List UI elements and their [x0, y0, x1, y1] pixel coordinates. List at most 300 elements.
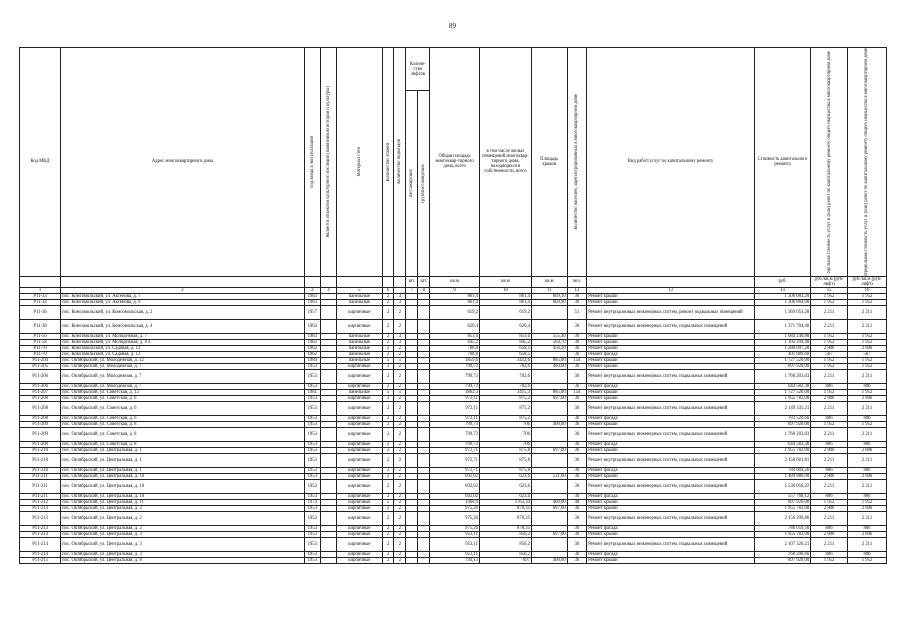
cell-max-cost: 2 211 — [847, 427, 886, 441]
cell-code: Р11-56 — [20, 333, 61, 339]
cell-roof-area: 531,00 — [531, 473, 567, 479]
cell-work-type: Ремонт крыши — [587, 421, 755, 427]
cell-residents: 36 — [567, 525, 586, 531]
cell-entrances: 2 — [394, 551, 406, 557]
cell-residents: 36 — [567, 369, 586, 383]
cell-unit-cost: 1 952 — [811, 557, 848, 563]
cell-walls: кирпичные — [337, 383, 382, 389]
cell-address: пос. Октябрьский, ул. Центральная, д. 3 — [61, 551, 305, 557]
cell-address: пос. Октябрьский, ул. Советская, д. 12 — [61, 389, 305, 395]
cell-residents: 36 — [567, 427, 586, 441]
cell-total-area: 972,71 — [430, 467, 480, 473]
cell-work-type: Ремонт крыши — [587, 473, 755, 479]
cell-max-cost: 1 952 — [847, 421, 886, 427]
cell-unit-cost: 2 806 — [811, 473, 848, 479]
table-row — [20, 511, 887, 525]
cell-floors: 2 — [382, 447, 394, 453]
cell-lift-pass — [406, 401, 418, 415]
cell-code: Р11-210 — [20, 467, 61, 473]
cell-total-area: 1960,9 — [430, 499, 480, 505]
cell-code: Р11-36 — [20, 305, 61, 319]
cell-total-area: 799,73 — [430, 421, 480, 427]
cell-work-type: Ремонт фасада — [587, 383, 755, 389]
cell-total-area: 3859,6 — [430, 357, 480, 363]
cell-entrances: 3 — [394, 293, 406, 299]
cell-walls: кирпичные — [337, 531, 382, 537]
cell-cost: 2 156 299,86 — [754, 511, 810, 525]
cell-address: пос. Октябрьский, ул. Центральная, д. 11 — [61, 499, 305, 505]
cell-cost: 644 582,38 — [754, 441, 810, 447]
cell-address: пос. Октябрьский, ул. Молодежная, д. 7 — [61, 369, 305, 383]
cell-walls: панельные — [337, 357, 382, 363]
cell-unit-cost: 806 — [811, 467, 848, 473]
header-year: Год ввода в эксплуатацию — [309, 135, 315, 188]
cell-floors: 2 — [382, 293, 394, 299]
cell-residents: 36 — [567, 293, 586, 299]
cell-entrances: 2 — [394, 427, 406, 441]
cell-cost: 1 489 986,00 — [754, 473, 810, 479]
cell-total-area: 972,11 — [430, 395, 480, 401]
unit-residents: чел. — [567, 276, 586, 287]
unit-unit-cost: руб./кв.м (руб/лифт) — [811, 276, 848, 287]
cell-address: пос. Октябрьский, ул. Центральная, д. 2 — [61, 525, 305, 531]
column-number: 10 — [479, 287, 531, 293]
cell-address: пос. Октябрьский, ул. Центральная, д. 10 — [61, 473, 305, 479]
cell-code: Р11-209 — [20, 441, 61, 447]
column-number: 15 — [811, 287, 848, 293]
cell-work-type: Ремонт фасада — [587, 351, 755, 357]
cell-cost: 784 004,26 — [754, 467, 810, 473]
cell-owned-area: 875,2 — [479, 401, 531, 415]
cell-lift-cargo — [418, 305, 430, 319]
cell-cost: 1 768 203,03 — [754, 369, 810, 383]
cell-heritage — [320, 537, 336, 551]
cell-owned-area: 706 — [479, 441, 531, 447]
unit-owned-area: кв.м — [479, 276, 531, 287]
cell-year: 1953 — [304, 401, 320, 415]
cell-residents: 36 — [567, 383, 586, 389]
cell-work-type: Ремонт крыши — [587, 293, 755, 299]
cell-roof-area — [531, 537, 567, 551]
cell-walls: кирпичные — [337, 441, 382, 447]
cell-floors: 2 — [382, 453, 394, 467]
unit-total-area: кв.м — [430, 276, 480, 287]
cell-max-cost: 1 952 — [847, 299, 886, 305]
cell-walls: кирпичные — [337, 551, 382, 557]
cell-code: Р11-213 — [20, 525, 61, 531]
cell-code: Р11-38 — [20, 319, 61, 333]
cell-residents: 36 — [567, 557, 586, 563]
cell-roof-area: 456,20 — [531, 345, 567, 351]
cell-roof-area: 885,00 — [531, 389, 567, 395]
cell-residents: 36 — [567, 421, 586, 427]
cell-unit-cost: 1 952 — [811, 363, 848, 369]
cell-code: Р11-208 — [20, 395, 61, 401]
cell-entrances: 2 — [394, 401, 406, 415]
cell-unit-cost: 806 — [811, 415, 848, 421]
cell-walls: кирпичные — [337, 421, 382, 427]
cell-total-area: 799,73 — [430, 427, 480, 441]
cell-residents: 51 — [567, 305, 586, 319]
cell-total-area: 853,6 — [430, 333, 480, 339]
cell-code: Р11-209 — [20, 427, 61, 441]
cell-code: Р11-207 — [20, 389, 61, 395]
cell-owned-area: 1763,34 — [479, 499, 531, 505]
cell-roof-area: 669,10 — [531, 293, 567, 299]
cell-residents: 36 — [567, 551, 586, 557]
repair-table — [19, 47, 887, 564]
cell-year: 1981 — [304, 389, 320, 395]
cell-work-type: Ремонт крыши — [587, 299, 755, 305]
cell-lift-cargo — [418, 319, 430, 333]
cell-unit-cost: 2 806 — [811, 447, 848, 453]
cell-roof-area — [531, 319, 567, 333]
cell-walls: кирпичные — [337, 499, 382, 505]
cell-year: 1953 — [304, 369, 320, 383]
cell-year: 1953 — [304, 427, 320, 441]
cell-floors: 2 — [382, 441, 394, 447]
column-number: 12 — [567, 287, 586, 293]
cell-year: 1953 — [304, 363, 320, 369]
table-row — [20, 557, 887, 563]
cell-year: 1953 — [304, 421, 320, 427]
cell-year: 1982 — [304, 339, 320, 345]
column-number: 2 — [61, 287, 305, 293]
cell-year: 1953 — [304, 511, 320, 525]
cell-roof-area: 669,90 — [531, 299, 567, 305]
cell-roof-area — [531, 427, 567, 441]
cell-entrances: 2 — [394, 473, 406, 479]
cell-address: пос. Октябрьский, ул. Молодежная, д. 12 — [61, 357, 305, 363]
cell-year: 1953 — [304, 415, 320, 421]
cell-walls: панельные — [337, 345, 382, 351]
cell-unit-cost: 806 — [811, 525, 848, 531]
cell-total-area: 692,02 — [430, 479, 480, 493]
cell-walls: панельные — [337, 351, 382, 357]
header-address: Адрес многоквартирного дома — [61, 48, 305, 277]
cell-address: пос. Комсомольский, ул. Садовая, д. 12 — [61, 345, 305, 351]
cell-cost: 1 955 782,00 — [754, 447, 810, 453]
cell-year: 1953 — [304, 453, 320, 467]
cell-unit-cost: 2 806 — [811, 395, 848, 401]
cell-walls: панельные — [337, 339, 382, 345]
cell-code: Р11-206 — [20, 383, 61, 389]
cell-owned-area: 3415,3 — [479, 389, 531, 395]
unit-roof-area: кв.м — [531, 276, 567, 287]
cell-code: Р11-210 — [20, 447, 61, 453]
cell-code: Р11-215 — [20, 557, 61, 563]
cell-year: 1953 — [304, 473, 320, 479]
cell-code: Р11-212 — [20, 499, 61, 505]
cell-work-type: Ремонт внутридомовых инженерных систем, подвальных помещений — [587, 319, 755, 333]
cell-entrances: 2 — [394, 345, 406, 351]
cell-work-type: Ремонт крыши — [587, 357, 755, 363]
cell-walls: кирпичные — [337, 319, 382, 333]
cell-roof-area: 885,00 — [531, 357, 567, 363]
cell-year: 1962 — [304, 345, 320, 351]
header-work-type: Вид работ/услуг по капитальному ремонту — [587, 48, 755, 277]
table-row — [20, 305, 887, 319]
cell-floors: 2 — [382, 305, 394, 319]
header-code: Код МКД — [20, 48, 61, 277]
cell-unit-cost: 806 — [811, 493, 848, 499]
cell-roof-area: 460,00 — [531, 363, 567, 369]
cell-work-type: Ремонт фасада — [587, 551, 755, 557]
cell-work-type: Ремонт внутридомовых инженерных систем, подвальных помещений — [587, 369, 755, 383]
table-body — [20, 293, 887, 563]
cell-heritage — [320, 305, 336, 319]
cell-address: пос. Октябрьский, ул. Центральная, д. 1 — [61, 447, 305, 453]
cell-owned-area: 702,6 — [479, 383, 531, 389]
cell-max-cost: 2 211 — [847, 305, 886, 319]
cell-total-area: 708,8 — [430, 345, 480, 351]
cell-walls: панельные — [337, 299, 382, 305]
cell-unit-cost: 2 806 — [811, 505, 848, 511]
cell-max-cost: 2 211 — [847, 319, 886, 333]
cell-year: 1953 — [304, 537, 320, 551]
cell-owned-area: 875,2 — [479, 395, 531, 401]
cell-unit-cost: 1 952 — [811, 293, 848, 299]
cell-work-type: Ремонт внутридомовых инженерных систем, подвальных помещений — [587, 453, 755, 467]
cell-max-cost: 2 806 — [847, 345, 886, 351]
cell-year: 1953 — [304, 493, 320, 499]
cell-address: пос. Октябрьский, ул. Советская, д. 6 — [61, 415, 305, 421]
cell-year: 1983 — [304, 333, 320, 339]
cell-residents: 36 — [567, 401, 586, 415]
cell-heritage — [320, 511, 336, 525]
cell-cost: 644 582,38 — [754, 383, 810, 389]
cell-cost: 1 369 053,20 — [754, 305, 810, 319]
cell-entrances: 2 — [394, 557, 406, 563]
header-cost: Стоимость капитального ремонта — [754, 48, 810, 277]
cell-walls: кирпичные — [337, 427, 382, 441]
cell-floors: 2 — [382, 537, 394, 551]
cell-entrances: 2 — [394, 511, 406, 525]
cell-max-cost: 1 952 — [847, 333, 886, 339]
cell-max-cost: 1 952 — [847, 557, 886, 563]
cell-total-area: 972,71 — [430, 447, 480, 453]
cell-roof-area — [531, 511, 567, 525]
cell-residents: 36 — [567, 479, 586, 493]
table-row — [20, 369, 887, 383]
cell-walls: панельные — [337, 333, 382, 339]
cell-walls: панельные — [337, 293, 382, 299]
cell-owned-area: 853,6 — [479, 333, 531, 339]
cell-walls: кирпичные — [337, 395, 382, 401]
page-number: 89 — [449, 22, 456, 30]
cell-unit-cost: 2 211 — [811, 401, 848, 415]
cell-lift-cargo — [418, 511, 430, 525]
cell-unit-cost: 1 952 — [811, 421, 848, 427]
unit-lift-cargo: шт. — [418, 276, 430, 287]
cell-address: пос. Октябрьский, ул. Центральная, д. 1 — [61, 467, 305, 473]
table-row — [20, 427, 887, 441]
cell-roof-area — [531, 453, 567, 467]
header-lift-pass: пассажирских — [409, 169, 415, 198]
cell-max-cost: 2 211 — [847, 537, 886, 551]
cell-heritage — [320, 479, 336, 493]
cell-residents: 36 — [567, 453, 586, 467]
cell-address: пос. Октябрьский, ул. Молодежная, д. 7 — [61, 363, 305, 369]
cell-entrances: 2 — [394, 415, 406, 421]
cell-total-area: 692,02 — [430, 493, 480, 499]
cell-year: 1953 — [304, 505, 320, 511]
cell-residents: 36 — [567, 473, 586, 479]
cell-address: пос. Октябрьский, ул. Центральная, д. 2 — [61, 505, 305, 511]
cell-owned-area: 658,5 — [479, 345, 531, 351]
header-roof-area: Площадь крыши — [531, 48, 567, 277]
cell-max-cost: 806 — [847, 551, 886, 557]
cell-lift-pass — [406, 479, 418, 493]
cell-total-area: 975,26 — [430, 511, 480, 525]
cell-unit-cost: 1 952 — [811, 339, 848, 345]
column-number: 16 — [847, 287, 886, 293]
cell-work-type: Ремонт фасада — [587, 415, 755, 421]
cell-code: Р11-34 — [20, 299, 61, 305]
cell-cost: 768 206,66 — [754, 551, 810, 557]
cell-address: пос. Комсомольский, ул. Комсомольская, д. 4 — [61, 319, 305, 333]
cell-year: 1983 — [304, 299, 320, 305]
cell-unit-cost: 567 — [811, 351, 848, 357]
cell-max-cost: 806 — [847, 415, 886, 421]
cell-work-type: Ремонт внутридомовых инженерных систем, подвальных помещений — [587, 511, 755, 525]
cell-unit-cost: 2 211 — [811, 453, 848, 467]
header-walls: Материал стен — [356, 147, 362, 177]
cell-total-area: 3862,3 — [430, 389, 480, 395]
cell-owned-area: 702,6 — [479, 363, 531, 369]
cell-year: 1983 — [304, 293, 320, 299]
cell-cost: 1 955 782,00 — [754, 395, 810, 401]
cell-entrances: 3 — [394, 299, 406, 305]
cell-code: Р11-214 — [20, 537, 61, 551]
cell-cost: 897 920,00 — [754, 499, 810, 505]
cell-entrances: 2 — [394, 467, 406, 473]
cell-residents: 36 — [567, 345, 586, 351]
cell-work-type: Ремонт фасада — [587, 493, 755, 499]
cell-roof-area — [531, 369, 567, 383]
cell-cost: 1 530 056,22 — [754, 479, 810, 493]
cell-heritage — [320, 319, 336, 333]
cell-cost: 557 768,12 — [754, 493, 810, 499]
cell-lift-cargo — [418, 557, 430, 563]
cell-lift-pass — [406, 369, 418, 383]
cell-residents: 48 — [567, 499, 586, 505]
cell-unit-cost: 1 952 — [811, 357, 848, 363]
cell-floors: 2 — [382, 333, 394, 339]
cell-residents: 36 — [567, 363, 586, 369]
cell-owned-area: 878,35 — [479, 511, 531, 525]
cell-heritage — [320, 453, 336, 467]
cell-floors: 2 — [382, 525, 394, 531]
header-max-cost: Предельная стоимость услуг и (или) работ по капитальному ремонту общего имущества в многоквартирном доме — [864, 48, 870, 276]
cell-floors: 2 — [382, 401, 394, 415]
cell-entrances: 2 — [394, 447, 406, 453]
cell-cost: 1 280 097,20 — [754, 345, 810, 351]
cell-entrances: 2 — [394, 531, 406, 537]
cell-work-type: Ремонт фасада — [587, 467, 755, 473]
cell-walls: кирпичные — [337, 363, 382, 369]
cell-floors: 2 — [382, 531, 394, 537]
cell-entrances: 2 — [394, 369, 406, 383]
cell-floors: 2 — [382, 363, 394, 369]
cell-cost: 1 306 083,20 — [754, 293, 810, 299]
cell-walls: кирпичные — [337, 525, 382, 531]
cell-year: 1962 — [304, 351, 320, 357]
cell-cost: 1 955 782,00 — [754, 505, 810, 511]
cell-unit-cost: 2 211 — [811, 511, 848, 525]
cell-code: Р11-208 — [20, 415, 61, 421]
cell-address: пос. Комсомольский, ул. Аксенова, д. 9 — [61, 299, 305, 305]
cell-cost: 1 727 520,00 — [754, 357, 810, 363]
cell-cost: 1 955 782,00 — [754, 531, 810, 537]
cell-roof-area: 460,00 — [531, 557, 567, 563]
cell-owned-area: 861,4 — [479, 293, 531, 299]
column-number: 11 — [531, 287, 567, 293]
cell-work-type: Ремонт внутридомовых инженерных систем, подвальных помещений — [587, 401, 755, 415]
table-row — [20, 453, 887, 467]
header-owned-area: в том числе жилых помещений многоквар-тирного дома, находящихся в собственности, всего — [479, 48, 531, 277]
cell-unit-cost: 2 211 — [811, 319, 848, 333]
cell-roof-area: 697,00 — [531, 395, 567, 401]
cell-address: пос. Октябрьский, ул. Центральная, д. 10 — [61, 493, 305, 499]
column-number: 6 — [382, 287, 394, 293]
cell-work-type: Ремонт внутридомовых инженерных систем, подвальных помещений — [587, 479, 755, 493]
column-number: 5 — [337, 287, 382, 293]
cell-work-type: Ремонт внутридомовых инженерных систем, подвальных помещений — [587, 427, 755, 441]
cell-max-cost: 2 806 — [847, 505, 886, 511]
cell-code: Р11-58 — [20, 339, 61, 345]
cell-owned-area: 856,2 — [479, 551, 531, 557]
cell-total-area: 799,73 — [430, 383, 480, 389]
cell-max-cost: 1 952 — [847, 363, 886, 369]
cell-cost: 401 889,60 — [754, 351, 810, 357]
cell-max-cost: 2 211 — [847, 479, 886, 493]
cell-unit-cost: 2 211 — [811, 305, 848, 319]
cell-lift-pass — [406, 427, 418, 441]
cell-entrances: 2 — [394, 505, 406, 511]
cell-floors: 2 — [382, 319, 394, 333]
column-number: 13 — [587, 287, 755, 293]
cell-work-type: Ремонт фасада — [587, 441, 755, 447]
cell-code: Р11-210 — [20, 453, 61, 467]
cell-entrances: 2 — [394, 351, 406, 357]
cell-code: Р11-205 — [20, 363, 61, 369]
cell-floors: 2 — [382, 345, 394, 351]
cell-total-area: 975,26 — [430, 525, 480, 531]
cell-total-area: 692,02 — [430, 473, 480, 479]
cell-cost: 1 084 140,80 — [754, 333, 810, 339]
cell-owned-area: 619,2 — [479, 305, 531, 319]
cell-max-cost: 1 952 — [847, 293, 886, 299]
cell-lift-cargo — [418, 401, 430, 415]
cell-work-type: Ремонт крыши — [587, 345, 755, 351]
column-number: 7 — [406, 287, 418, 293]
cell-roof-area — [531, 479, 567, 493]
header-lift-cargo: грузопассажирских — [421, 164, 427, 203]
cell-roof-area — [531, 305, 567, 319]
cell-roof-area: 564,70 — [531, 339, 567, 345]
cell-floors: 5 — [382, 357, 394, 363]
cell-walls: кирпичные — [337, 447, 382, 453]
cell-walls: кирпичные — [337, 467, 382, 473]
cell-entrances: 3 — [394, 333, 406, 339]
column-number: 8 — [418, 287, 430, 293]
cell-work-type: Ремонт крыши — [587, 447, 755, 453]
cell-max-cost: 2 211 — [847, 401, 886, 415]
cell-owned-area: 875,2 — [479, 415, 531, 421]
cell-cost: 1 102 294,40 — [754, 339, 810, 345]
cell-lift-pass — [406, 453, 418, 467]
